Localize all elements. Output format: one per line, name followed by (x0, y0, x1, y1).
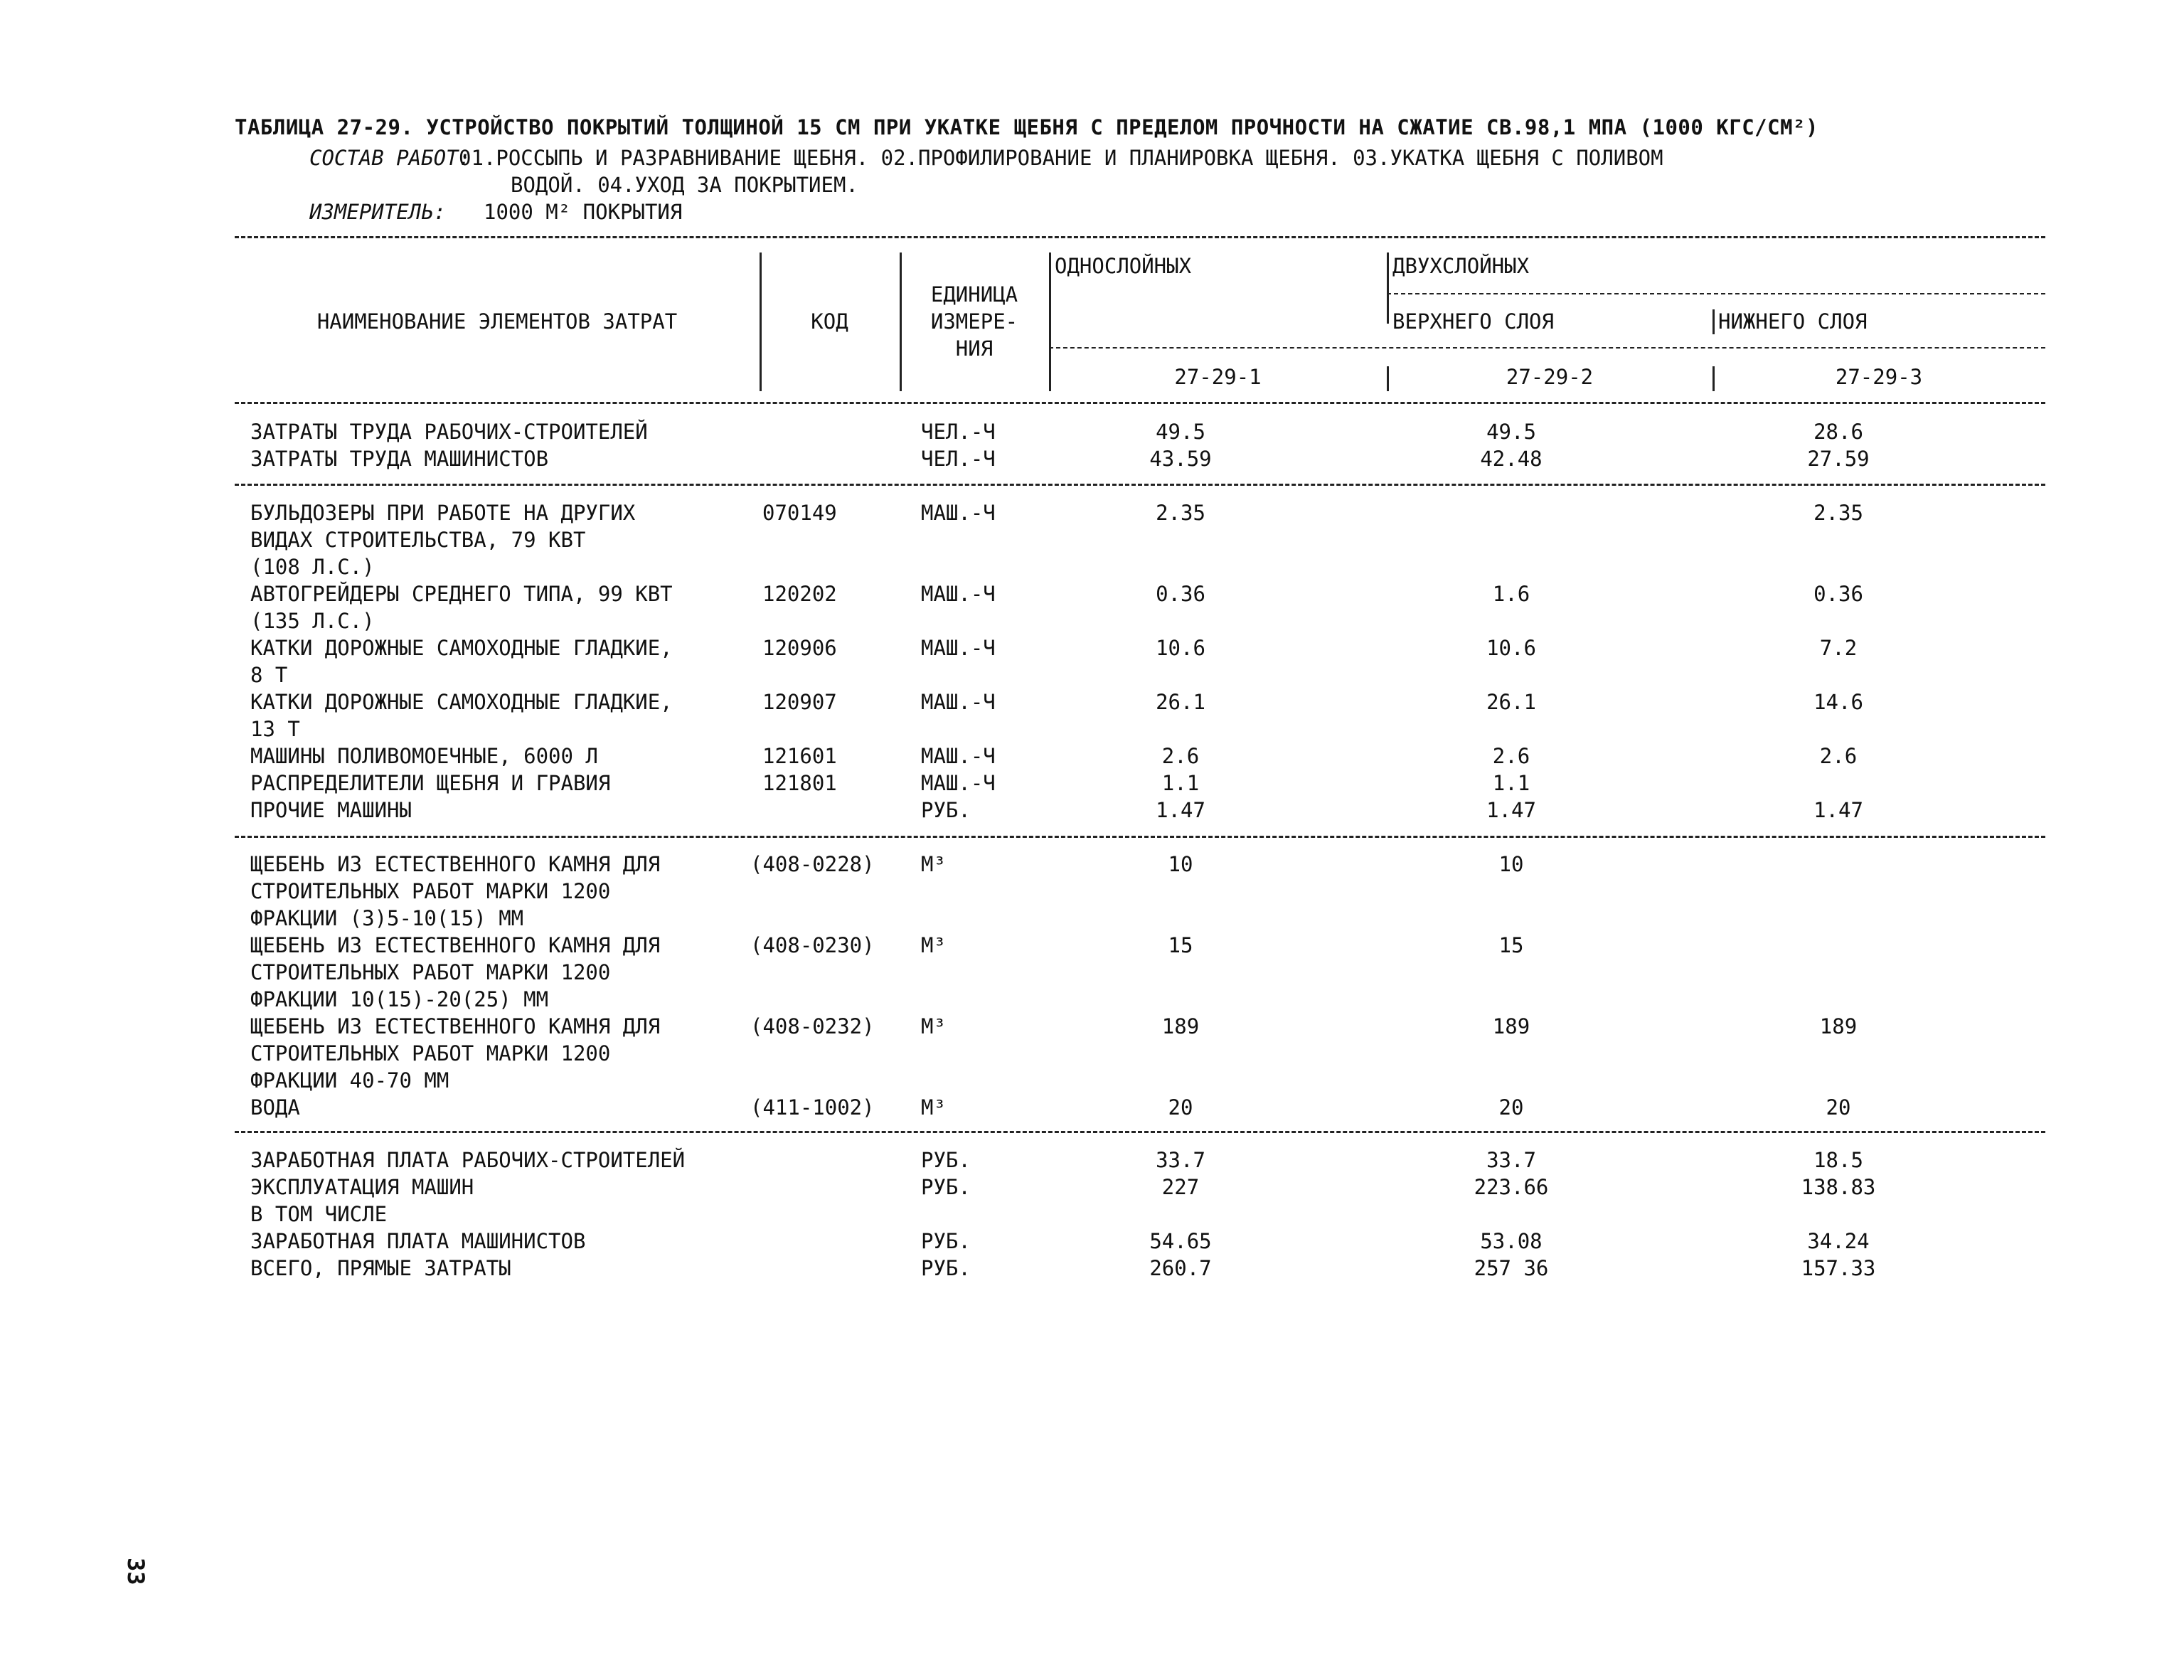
row-name-line: АВТОГРЕЙДЕРЫ СРЕДНЕГО ТИПА, 99 КВТ (250, 582, 673, 606)
row-value-single: 0.36 (1156, 582, 1205, 606)
row-value-lower: 138.83 (1801, 1175, 1876, 1199)
row-value-single: 260.7 (1149, 1256, 1212, 1280)
row-value-single: 10 (1168, 852, 1193, 876)
row-value-upper: 26.1 (1486, 690, 1536, 714)
row-value-single: 20 (1168, 1095, 1193, 1120)
row-name-line: ВИДАХ СТРОИТЕЛЬСТВА, 79 КВТ (250, 528, 586, 552)
row-name-line: ЩЕБЕНЬ ИЗ ЕСТЕСТВЕННОГО КАМНЯ ДЛЯ (250, 1014, 661, 1038)
row-code: 121601 (762, 744, 837, 768)
row-value-single: 43.59 (1149, 447, 1212, 471)
row-name-line: ФРАКЦИИ 10(15)-20(25) ММ (250, 987, 549, 1011)
row-value-upper: 42.48 (1480, 447, 1543, 471)
row-unit: М³ (921, 1095, 946, 1120)
row-value-lower: 2.35 (1813, 501, 1863, 525)
table-title: ТАБЛИЦА 27-29. УСТРОЙСТВО ПОКРЫТИЙ ТОЛЩИНОЙ 15 СМ ПРИ УКАТКЕ ЩЕБНЯ С ПРЕДЕЛОМ ПРОЧНОСТИ НА СЖАТИЕ СВ.98,1 МПА (1000 КГС/СМ²) (235, 115, 1818, 139)
row-value-upper: 10.6 (1486, 636, 1536, 660)
row-value-lower: 1.47 (1813, 798, 1863, 822)
rule-header-bottom (235, 402, 2045, 404)
rule-section-1 (235, 484, 2045, 486)
row-unit: МАШ.-Ч (921, 771, 996, 795)
row-name-line: ЩЕБЕНЬ ИЗ ЕСТЕСТВЕННОГО КАМНЯ ДЛЯ (250, 933, 661, 957)
header-unit-1: ЕДИНИЦА (930, 282, 1018, 307)
row-value-single: 1.1 (1161, 771, 1200, 795)
header-code-27-29-3: 27-29-3 (1835, 365, 1923, 389)
rule-code-split (1049, 347, 2045, 349)
meter-label: ИЗМЕРИТЕЛЬ: (309, 200, 447, 224)
row-code: 120202 (762, 582, 837, 606)
row-value-upper: 1.1 (1492, 771, 1530, 795)
rule-double-split (1387, 293, 2045, 294)
row-value-single: 189 (1161, 1014, 1200, 1038)
header-upper-layer: ВЕРХНЕГО СЛОЯ (1392, 309, 1554, 334)
header-unit-3: НИЯ (955, 336, 994, 361)
work-composition-line1: 01.РОССЫПЬ И РАЗРАВНИВАНИЕ ЩЕБНЯ. 02.ПРОФИЛИРОВАНИЕ И ПЛАНИРОВКА ЩЕБНЯ. 03.УКАТКА ЩЕБНЯ С ПОЛИВОМ (459, 146, 1663, 170)
row-name-line: ВОДА (250, 1095, 300, 1120)
row-unit: РУБ. (921, 1148, 971, 1172)
row-value-upper: 49.5 (1486, 420, 1536, 444)
row-unit: ЧЕЛ.-Ч (921, 420, 996, 444)
row-unit: М³ (921, 933, 946, 957)
page-number: 33 (122, 1558, 149, 1585)
header-lower-layer: НИЖНЕГО СЛОЯ (1718, 309, 1868, 334)
row-value-upper: 257 36 (1474, 1256, 1549, 1280)
row-value-lower: 7.2 (1819, 636, 1858, 660)
row-name-line: ПРОЧИЕ МАШИНЫ (250, 798, 412, 822)
row-value-single: 15 (1168, 933, 1193, 957)
rule-header-top (235, 236, 2045, 238)
row-name-line: РАСПРЕДЕЛИТЕЛИ ЩЕБНЯ И ГРАВИЯ (250, 771, 611, 795)
row-name-line: ЗАТРАТЫ ТРУДА РАБОЧИХ-СТРОИТЕЛЕЙ (250, 420, 648, 444)
row-name-line: ВСЕГО, ПРЯМЫЕ ЗАТРАТЫ (250, 1256, 511, 1280)
row-value-upper: 1.47 (1486, 798, 1536, 822)
row-value-upper: 189 (1492, 1014, 1530, 1038)
row-value-lower: 28.6 (1813, 420, 1863, 444)
row-value-upper: 15 (1498, 933, 1524, 957)
row-value-single: 2.35 (1156, 501, 1205, 525)
row-value-single: 10.6 (1156, 636, 1205, 660)
header-name: НАИМЕНОВАНИЕ ЭЛЕМЕНТОВ ЗАТРАТ (316, 309, 678, 334)
row-value-lower: 0.36 (1813, 582, 1863, 606)
row-value-single: 33.7 (1156, 1148, 1205, 1172)
row-code: 070149 (762, 501, 837, 525)
row-value-upper: 53.08 (1480, 1229, 1543, 1253)
work-composition-line2: ВОДОЙ. 04.УХОД ЗА ПОКРЫТИЕМ. (511, 173, 858, 197)
row-name-line: ЗАРАБОТНАЯ ПЛАТА МАШИНИСТОВ (250, 1229, 586, 1253)
row-unit: МАШ.-Ч (921, 744, 996, 768)
row-value-lower: 27.59 (1807, 447, 1870, 471)
row-code: (411-1002) (750, 1095, 875, 1120)
row-name-line: КАТКИ ДОРОЖНЫЕ САМОХОДНЫЕ ГЛАДКИЕ, (250, 690, 673, 714)
row-name-line: ЗАТРАТЫ ТРУДА МАШИНИСТОВ (250, 447, 549, 471)
row-value-single: 1.47 (1156, 798, 1205, 822)
row-unit: МАШ.-Ч (921, 690, 996, 714)
header-single-layer: ОДНОСЛОЙНЫХ (1055, 254, 1192, 278)
row-value-single: 26.1 (1156, 690, 1205, 714)
row-name-line: ФРАКЦИИ 40-70 ММ (250, 1068, 449, 1092)
row-value-lower: 20 (1826, 1095, 1851, 1120)
row-unit: МАШ.-Ч (921, 636, 996, 660)
row-value-upper: 33.7 (1486, 1148, 1536, 1172)
row-value-upper: 10 (1498, 852, 1524, 876)
row-value-upper: 1.6 (1492, 582, 1530, 606)
row-unit: РУБ. (921, 798, 971, 822)
row-code: 120906 (762, 636, 837, 660)
row-value-single: 54.65 (1149, 1229, 1212, 1253)
vbar-6 (1712, 309, 1715, 334)
row-value-upper: 20 (1498, 1095, 1524, 1120)
row-name-line: ЩЕБЕНЬ ИЗ ЕСТЕСТВЕННОГО КАМНЯ ДЛЯ (250, 852, 661, 876)
row-unit: М³ (921, 852, 946, 876)
row-value-single: 227 (1161, 1175, 1200, 1199)
row-value-lower: 34.24 (1807, 1229, 1870, 1253)
row-unit: РУБ. (921, 1229, 971, 1253)
row-name-line: СТРОИТЕЛЬНЫХ РАБОТ МАРКИ 1200 (250, 879, 611, 903)
row-value-single: 2.6 (1161, 744, 1200, 768)
row-value-lower: 189 (1819, 1014, 1858, 1038)
row-unit: МАШ.-Ч (921, 582, 996, 606)
work-composition-label: СОСТАВ РАБОТ: (309, 146, 471, 170)
row-code: 120907 (762, 690, 837, 714)
row-name-line: 13 Т (250, 717, 300, 741)
header-code: КОД (811, 309, 848, 334)
row-code: (408-0228) (750, 852, 875, 876)
row-name-line: ЗАРАБОТНАЯ ПЛАТА РАБОЧИХ-СТРОИТЕЛЕЙ (250, 1148, 686, 1172)
row-name-line: В ТОМ ЧИСЛЕ (250, 1202, 388, 1226)
row-unit: РУБ. (921, 1175, 971, 1199)
row-name-line: ФРАКЦИИ (3)5-10(15) ММ (250, 906, 524, 930)
row-code: (408-0232) (750, 1014, 875, 1038)
row-unit: МАШ.-Ч (921, 501, 996, 525)
row-name-line: КАТКИ ДОРОЖНЫЕ САМОХОДНЫЕ ГЛАДКИЕ, (250, 636, 673, 660)
row-name-line: (108 Л.С.) (250, 555, 375, 579)
vbar-4 (1387, 252, 1389, 324)
rule-section-2 (235, 836, 2045, 838)
header-double-layer: ДВУХСЛОЙНЫХ (1392, 254, 1530, 278)
row-name-line: БУЛЬДОЗЕРЫ ПРИ РАБОТЕ НА ДРУГИХ (250, 501, 636, 525)
row-name-line: МАШИНЫ ПОЛИВОМОЕЧНЫЕ, 6000 Л (250, 744, 598, 768)
row-code: 121801 (762, 771, 837, 795)
row-name-line: СТРОИТЕЛЬНЫХ РАБОТ МАРКИ 1200 (250, 1041, 611, 1065)
row-name-line: (135 Л.С.) (250, 609, 375, 633)
meter-value: 1000 М² ПОКРЫТИЯ (484, 200, 683, 224)
row-value-lower: 157.33 (1801, 1256, 1876, 1280)
header-code-27-29-2: 27-29-2 (1506, 365, 1594, 389)
row-value-upper: 2.6 (1492, 744, 1530, 768)
header-code-27-29-1: 27-29-1 (1174, 365, 1262, 389)
row-value-lower: 18.5 (1813, 1148, 1863, 1172)
row-unit: РУБ. (921, 1256, 971, 1280)
row-value-single: 49.5 (1156, 420, 1205, 444)
rule-section-3 (235, 1131, 2045, 1133)
row-unit: ЧЕЛ.-Ч (921, 447, 996, 471)
row-name-line: 8 Т (250, 663, 288, 687)
row-name-line: СТРОИТЕЛЬНЫХ РАБОТ МАРКИ 1200 (250, 960, 611, 984)
row-value-lower: 2.6 (1819, 744, 1858, 768)
row-value-lower: 14.6 (1813, 690, 1863, 714)
row-name-line: ЭКСПЛУАТАЦИЯ МАШИН (250, 1175, 474, 1199)
row-value-upper: 223.66 (1474, 1175, 1549, 1199)
row-unit: М³ (921, 1014, 946, 1038)
row-code: (408-0230) (750, 933, 875, 957)
header-unit-2: ИЗМЕРЕ- (930, 309, 1018, 334)
